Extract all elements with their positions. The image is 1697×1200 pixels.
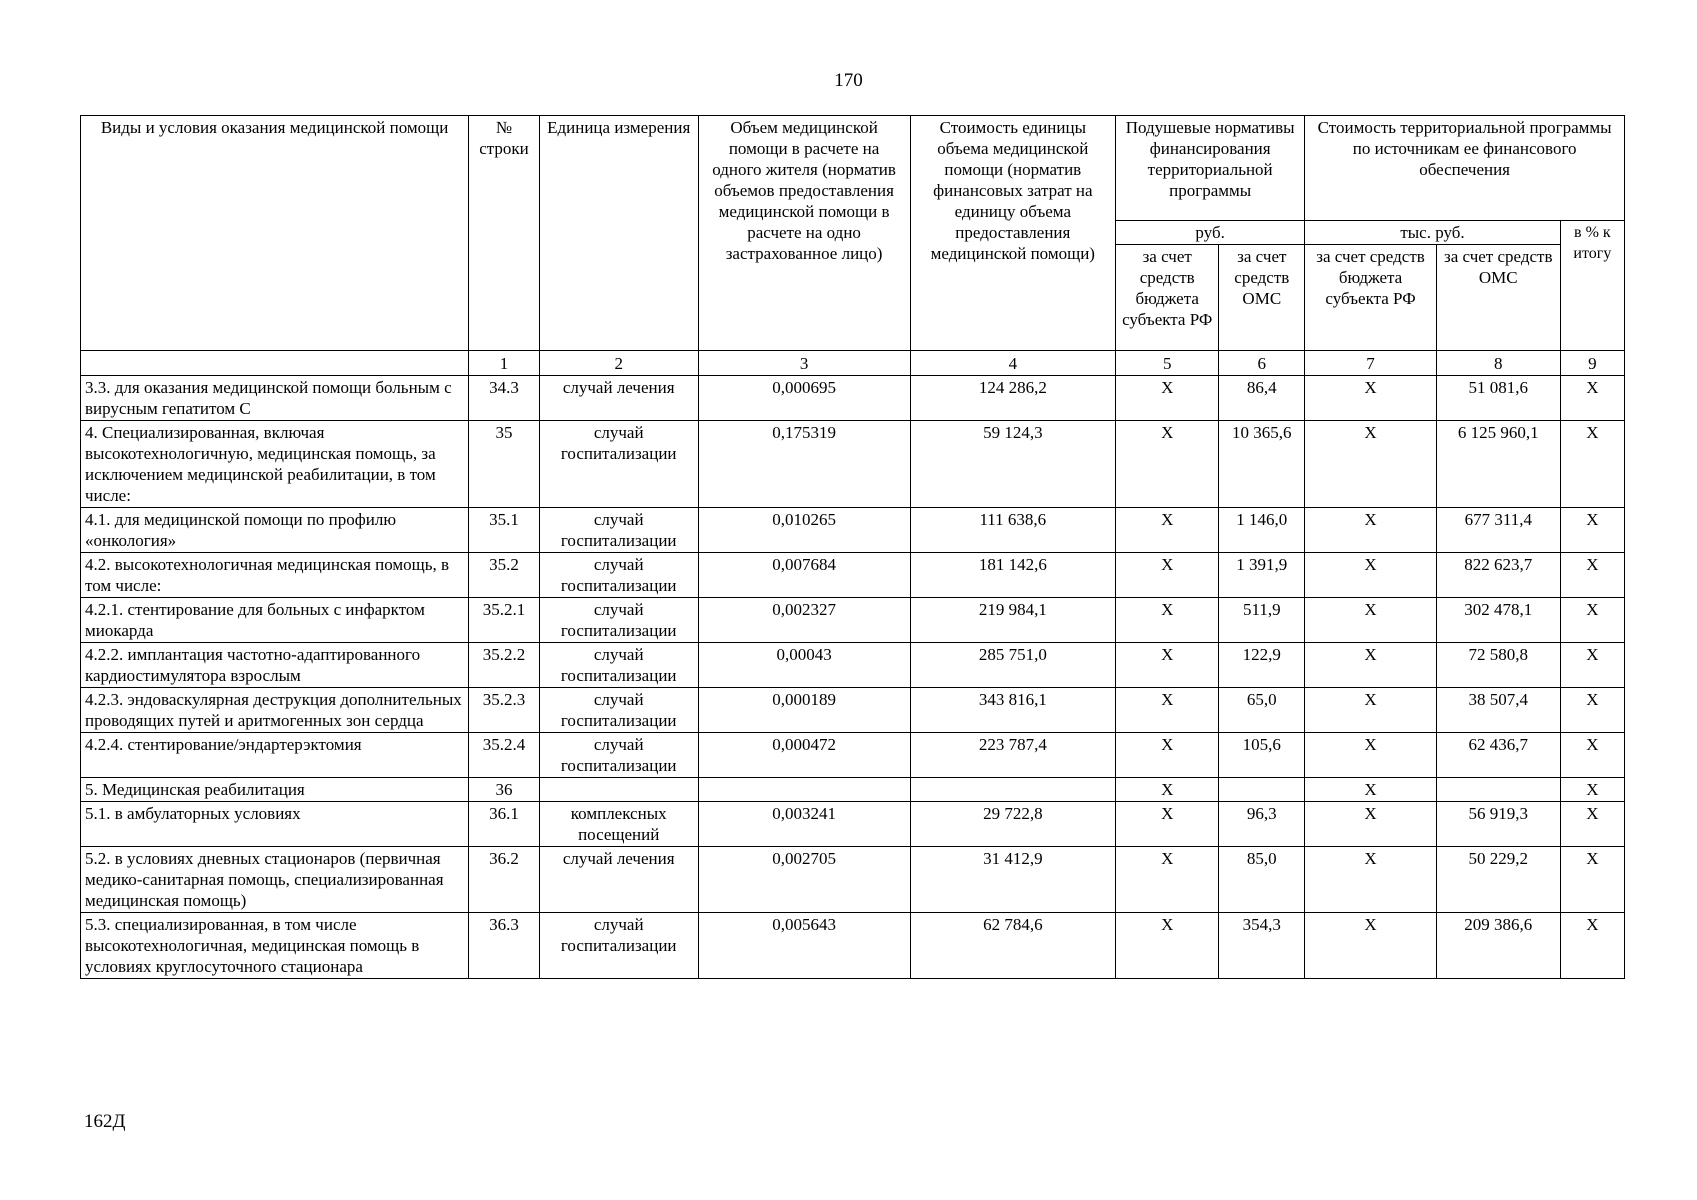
cell-name: 4.2.2. имплантация частотно-адаптированного кардиостимулятора взрослым xyxy=(81,643,469,688)
cell-name: 3.3. для оказания медицинской помощи больным с вирусным гепатитом С xyxy=(81,376,469,421)
table-row xyxy=(81,733,1625,778)
cell-pct-total: X xyxy=(1560,733,1624,778)
cell-oms-per-capita: 1 146,0 xyxy=(1219,508,1305,553)
cell-pct-total: X xyxy=(1560,421,1624,508)
header-row-no: № строки xyxy=(469,116,540,351)
cell-cost: 111 638,6 xyxy=(910,508,1115,553)
cell-pct-total: X xyxy=(1560,802,1624,847)
cell-name: 4.1. для медицинской помощи по профилю «онкология» xyxy=(81,508,469,553)
column-number: 6 xyxy=(1219,351,1305,376)
cell-oms-total: 56 919,3 xyxy=(1436,802,1560,847)
cell-unit: случай лечения xyxy=(539,376,698,421)
cell-budget-per-capita: X xyxy=(1116,376,1219,421)
cell-volume: 0,007684 xyxy=(698,553,910,598)
cell-cost: 29 722,8 xyxy=(910,802,1115,847)
cell-oms-total: 38 507,4 xyxy=(1436,688,1560,733)
cell-budget-per-capita: X xyxy=(1116,553,1219,598)
cell-volume: 0,000189 xyxy=(698,688,910,733)
table-row xyxy=(81,778,1625,802)
column-number: 2 xyxy=(539,351,698,376)
cell-oms-per-capita: 122,9 xyxy=(1219,643,1305,688)
cell-name: 4.2.1. стентирование для больных с инфарктом миокарда xyxy=(81,598,469,643)
cell-budget-total: X xyxy=(1305,847,1437,913)
footer-code: 162Д xyxy=(84,1111,126,1132)
financing-table xyxy=(80,115,1625,979)
column-number: 1 xyxy=(469,351,540,376)
cell-unit: случай лечения xyxy=(539,847,698,913)
cell-unit: случай госпитализации xyxy=(539,508,698,553)
cell-volume: 0,010265 xyxy=(698,508,910,553)
cell-unit: случай госпитализации xyxy=(539,598,698,643)
cell-unit: случай госпитализации xyxy=(539,643,698,688)
cell-oms-total: 6 125 960,1 xyxy=(1436,421,1560,508)
column-numbers-row xyxy=(81,351,1625,376)
cell-oms-per-capita xyxy=(1219,778,1305,802)
cell-volume: 0,00043 xyxy=(698,643,910,688)
cell-budget-total: X xyxy=(1305,508,1437,553)
cell-name: 4. Специализированная, включая высокотехнологичную, медицинская помощь, за исключением медицинской реабилитации, в том числе: xyxy=(81,421,469,508)
cell-oms-per-capita: 105,6 xyxy=(1219,733,1305,778)
cell-unit: случай госпитализации xyxy=(539,688,698,733)
cell-oms-total: 822 623,7 xyxy=(1436,553,1560,598)
header-oms-funds: за счет средств ОМС xyxy=(1219,245,1305,351)
cell-pct-total: X xyxy=(1560,553,1624,598)
cell-budget-total: X xyxy=(1305,598,1437,643)
cell-pct-total: X xyxy=(1560,598,1624,643)
header-types: Виды и условия оказания медицинской помощи xyxy=(81,116,469,351)
header-pct-total: в % к итогу xyxy=(1560,221,1624,351)
cell-row-no: 35 xyxy=(469,421,540,508)
cell-volume: 0,175319 xyxy=(698,421,910,508)
cell-budget-total: X xyxy=(1305,802,1437,847)
cell-budget-per-capita: X xyxy=(1116,688,1219,733)
cell-unit: случай госпитализации xyxy=(539,733,698,778)
cell-cost: 62 784,6 xyxy=(910,913,1115,979)
cell-budget-total: X xyxy=(1305,643,1437,688)
header-program-cost: Стоимость территориальной программы по источникам ее финансового обеспечения xyxy=(1305,116,1625,221)
cell-name: 5. Медицинская реабилитация xyxy=(81,778,469,802)
cell-oms-total: 50 229,2 xyxy=(1436,847,1560,913)
cell-volume: 0,003241 xyxy=(698,802,910,847)
cell-name: 4.2. высокотехнологичная медицинская помощь, в том числе: xyxy=(81,553,469,598)
cell-oms-total xyxy=(1436,778,1560,802)
cell-cost: 124 286,2 xyxy=(910,376,1115,421)
cell-oms-per-capita: 1 391,9 xyxy=(1219,553,1305,598)
cell-pct-total: X xyxy=(1560,376,1624,421)
cell-oms-per-capita: 96,3 xyxy=(1219,802,1305,847)
cell-pct-total: X xyxy=(1560,688,1624,733)
cell-row-no: 35.2 xyxy=(469,553,540,598)
cell-budget-per-capita: X xyxy=(1116,598,1219,643)
header-volume: Объем медицинской помощи в расчете на одного жителя (норматив объемов предоставления медицинской помощи в расчете на одно застрахованное лицо) xyxy=(698,116,910,351)
cell-row-no: 35.2.4 xyxy=(469,733,540,778)
cell-budget-total: X xyxy=(1305,778,1437,802)
header-cost: Стоимость единицы объема медицинской помощи (норматив финансовых затрат на единицу объема предоставления медицинской помощи) xyxy=(910,116,1115,351)
cell-budget-total: X xyxy=(1305,688,1437,733)
table-row xyxy=(81,376,1625,421)
table-row xyxy=(81,802,1625,847)
cell-oms-total: 72 580,8 xyxy=(1436,643,1560,688)
cell-name: 5.1. в амбулаторных условиях xyxy=(81,802,469,847)
cell-pct-total: X xyxy=(1560,508,1624,553)
cell-pct-total: X xyxy=(1560,643,1624,688)
cell-oms-total: 302 478,1 xyxy=(1436,598,1560,643)
column-number xyxy=(81,351,469,376)
column-number: 7 xyxy=(1305,351,1437,376)
cell-budget-per-capita: X xyxy=(1116,847,1219,913)
cell-unit: случай госпитализации xyxy=(539,913,698,979)
cell-budget-per-capita: X xyxy=(1116,778,1219,802)
header-oms-funds-2: за счет средств ОМС xyxy=(1436,245,1560,351)
cell-budget-total: X xyxy=(1305,913,1437,979)
cell-row-no: 36.2 xyxy=(469,847,540,913)
cell-volume: 0,005643 xyxy=(698,913,910,979)
cell-name: 5.3. специализированная, в том числе высокотехнологичная, медицинская помощь в условиях круглосуточного стационара xyxy=(81,913,469,979)
table-body xyxy=(81,351,1625,979)
cell-budget-per-capita: X xyxy=(1116,421,1219,508)
header-budget-subject: за счет средств бюджета субъекта РФ xyxy=(1116,245,1219,351)
cell-cost: 223 787,4 xyxy=(910,733,1115,778)
cell-oms-total: 209 386,6 xyxy=(1436,913,1560,979)
cell-cost: 181 142,6 xyxy=(910,553,1115,598)
cell-unit: случай госпитализации xyxy=(539,421,698,508)
column-number: 5 xyxy=(1116,351,1219,376)
cell-volume: 0,000695 xyxy=(698,376,910,421)
cell-pct-total: X xyxy=(1560,778,1624,802)
cell-name: 5.2. в условиях дневных стационаров (первичная медико-санитарная помощь, специализированная медицинская помощь) xyxy=(81,847,469,913)
page-number: 170 xyxy=(834,70,863,91)
cell-row-no: 36.1 xyxy=(469,802,540,847)
cell-cost: 343 816,1 xyxy=(910,688,1115,733)
cell-budget-total: X xyxy=(1305,553,1437,598)
cell-row-no: 36.3 xyxy=(469,913,540,979)
cell-name: 4.2.4. стентирование/эндартерэктомия xyxy=(81,733,469,778)
header-thous-rub: тыс. руб. xyxy=(1305,221,1560,245)
cell-budget-total: X xyxy=(1305,376,1437,421)
cell-unit xyxy=(539,778,698,802)
column-number: 3 xyxy=(698,351,910,376)
cell-row-no: 34.3 xyxy=(469,376,540,421)
table-row xyxy=(81,598,1625,643)
cell-oms-per-capita: 85,0 xyxy=(1219,847,1305,913)
cell-budget-total: X xyxy=(1305,733,1437,778)
table-row xyxy=(81,913,1625,979)
table-row xyxy=(81,421,1625,508)
cell-cost: 31 412,9 xyxy=(910,847,1115,913)
table-row xyxy=(81,508,1625,553)
cell-pct-total: X xyxy=(1560,847,1624,913)
header-unit: Единица измерения xyxy=(539,116,698,351)
cell-oms-total: 62 436,7 xyxy=(1436,733,1560,778)
cell-row-no: 35.2.3 xyxy=(469,688,540,733)
cell-budget-per-capita: X xyxy=(1116,733,1219,778)
header-budget-subject-2: за счет средств бюджета субъекта РФ xyxy=(1305,245,1437,351)
cell-cost xyxy=(910,778,1115,802)
table-row xyxy=(81,643,1625,688)
table-row xyxy=(81,847,1625,913)
cell-row-no: 35.2.1 xyxy=(469,598,540,643)
cell-cost: 285 751,0 xyxy=(910,643,1115,688)
cell-volume xyxy=(698,778,910,802)
cell-oms-total: 677 311,4 xyxy=(1436,508,1560,553)
cell-volume: 0,000472 xyxy=(698,733,910,778)
header-rub: руб. xyxy=(1116,221,1305,245)
cell-oms-per-capita: 65,0 xyxy=(1219,688,1305,733)
cell-cost: 219 984,1 xyxy=(910,598,1115,643)
cell-unit: случай госпитализации xyxy=(539,553,698,598)
cell-pct-total: X xyxy=(1560,913,1624,979)
column-number: 8 xyxy=(1436,351,1560,376)
cell-oms-per-capita: 354,3 xyxy=(1219,913,1305,979)
table-row xyxy=(81,553,1625,598)
cell-oms-per-capita: 511,9 xyxy=(1219,598,1305,643)
cell-budget-total: X xyxy=(1305,421,1437,508)
cell-budget-per-capita: X xyxy=(1116,913,1219,979)
cell-budget-per-capita: X xyxy=(1116,508,1219,553)
cell-oms-per-capita: 10 365,6 xyxy=(1219,421,1305,508)
cell-budget-per-capita: X xyxy=(1116,643,1219,688)
cell-row-no: 35.1 xyxy=(469,508,540,553)
cell-volume: 0,002327 xyxy=(698,598,910,643)
cell-budget-per-capita: X xyxy=(1116,802,1219,847)
cell-name: 4.2.3. эндоваскулярная деструкция дополнительных проводящих путей и аритмогенных зон сердца xyxy=(81,688,469,733)
cell-oms-per-capita: 86,4 xyxy=(1219,376,1305,421)
column-number: 4 xyxy=(910,351,1115,376)
cell-oms-total: 51 081,6 xyxy=(1436,376,1560,421)
cell-row-no: 36 xyxy=(469,778,540,802)
column-number: 9 xyxy=(1560,351,1624,376)
cell-volume: 0,002705 xyxy=(698,847,910,913)
cell-cost: 59 124,3 xyxy=(910,421,1115,508)
cell-unit: комплексных посещений xyxy=(539,802,698,847)
table-row xyxy=(81,688,1625,733)
cell-row-no: 35.2.2 xyxy=(469,643,540,688)
header-per-capita: Подушевые нормативы финансирования территориальной программы xyxy=(1116,116,1305,221)
